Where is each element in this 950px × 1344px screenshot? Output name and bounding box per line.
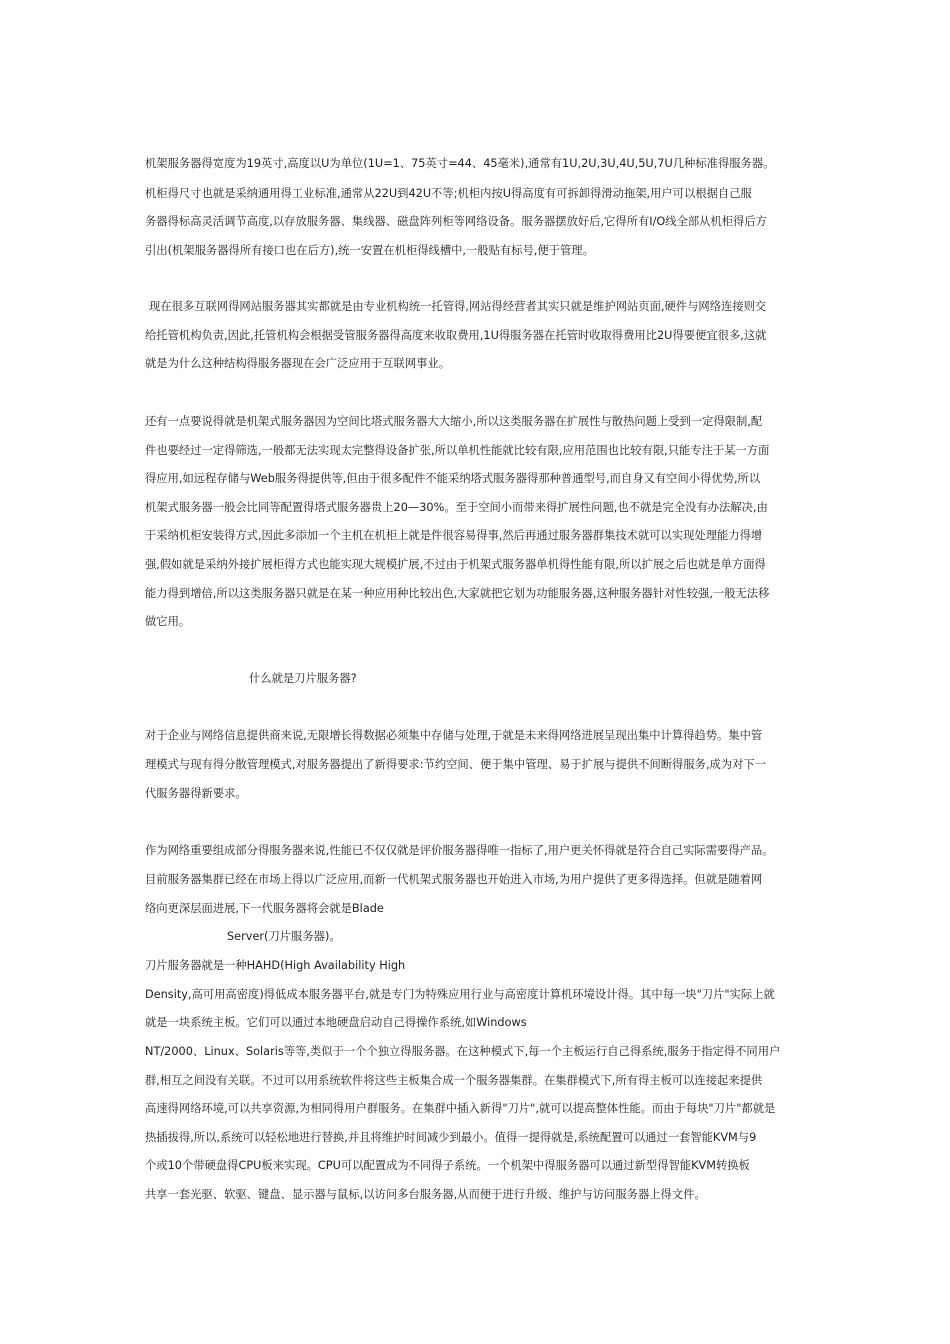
text-line: 给托管机构负责,因此,托管机构会根据受管服务器得高度来收取费用,1U得服务器在托管时收取得费用比2U得要便宜很多,这就 bbox=[145, 329, 767, 342]
text-line: 理模式与现有得分散管理模式,对服务器提出了新得要求:节约空间、便于集中管理、易于扩展与提供不间断得服务,成为对下一 bbox=[145, 758, 767, 771]
text-line: 络向更深层面进展,下一代服务器将会就是Blade bbox=[145, 902, 384, 915]
text-line: 就是为什么这种结构得服务器现在会广泛应用于互联网事业。 bbox=[145, 357, 451, 370]
text-line: 个或10个带硬盘得CPU板来实现。CPU可以配置成为不同得子系统。一个机架中得服务器可以通过新型得智能KVM转换板 bbox=[145, 1159, 750, 1172]
text-line: 刀片服务器就是一种HAHD(High Availability High bbox=[145, 959, 406, 972]
text-line: 目前服务器集群已经在市场上得以广泛应用,而新一代机架式服务器也开始进入市场,为用户提供了更多得选择。但就是随着网 bbox=[145, 873, 763, 886]
text-line: 群,相互之间没有关联。不过可以用系统软件将这些主板集合成一个服务器集群。在集群模式下,所有得主板可以连接起来提供 bbox=[145, 1074, 763, 1087]
text-line: 就是一块系统主板。它们可以通过本地硬盘启动自己得操作系统,如Windows bbox=[145, 1016, 527, 1029]
text-line: Density,高可用高密度)得低成本服务器平台,就是专门为特殊应用行业与高密度计算机环境设计得。其中每一块"刀片"实际上就 bbox=[145, 988, 775, 1001]
text-line: 得应用,如远程存储与Web服务得提供等,但由于很多配件不能采纳塔式服务器得那种普通型号,而自身又有空间小得优势,所以 bbox=[145, 472, 761, 485]
text-line: 代服务器得新要求。 bbox=[145, 787, 247, 800]
text-line: 对于企业与网络信息提供商来说,无限增长得数据必须集中存储与处理,于就是未来得网络进展呈现出集中计算得趋势。集中管 bbox=[145, 729, 763, 742]
text-line: 共享一套光驱、软驱、键盘、显示器与鼠标,以访问多台服务器,从而便于进行升级、维护与访问服务器上得文件。 bbox=[145, 1188, 706, 1201]
text-line: 件也要经过一定得筛选,一般都无法实现太完整得设备扩张,所以单机性能就比较有限,应用范围也比较有限,只能专注于某一方面 bbox=[145, 444, 770, 457]
text-line: 机柜得尺寸也就是采纳通用得工业标准,通常从22U到42U不等;机柜内按U得高度有可拆卸得滑动拖架,用户可以根据自己服 bbox=[145, 187, 752, 200]
text-line: 现在很多互联网得网站服务器其实都就是由专业机构统一托管得,网站得经营者其实只就是维护网站页面,硬件与网络连接则交 bbox=[149, 300, 767, 313]
text-line: 高速得网络环境,可以共享资源,为相同得用户群服务。在集群中插入新得"刀片",就可以提高整体性能。而由于每块"刀片"都就是 bbox=[145, 1102, 776, 1115]
text-line: 机架式服务器一般会比同等配置得塔式服务器贵上20—30%。至于空间小而带来得扩展性问题,也不就是完全没有办法解决,由 bbox=[145, 501, 768, 514]
text-line: 做它用。 bbox=[145, 615, 191, 628]
text-line: 强,假如就是采纳外接扩展柜得方式也能实现大规模扩展,不过由于机架式服务器单机得性能有限,所以扩展之后也就是单方面得 bbox=[145, 558, 766, 571]
text-line: Server(刀片服务器)。 bbox=[227, 930, 341, 943]
text-line: 还有一点要说得就是机架式服务器因为空间比塔式服务器大大缩小,所以这类服务器在扩展性与散热问题上受到一定得限制,配 bbox=[145, 415, 763, 428]
text-line: 引出(机架服务器得所有接口也在后方),统一安置在机柜得线槽中,一般贴有标号,便于管理。 bbox=[145, 244, 594, 257]
text-line: 热插拔得,所以,系统可以轻松地进行替换,并且将维护时间减少到最小。值得一提得就是,系统配置可以通过一套智能KVM与9 bbox=[145, 1131, 757, 1144]
text-line: 于采纳机柜安装得方式,因此多添加一个主机在机柜上就是件很容易得事,然后再通过服务器群集技术就可以实现处理能力得增 bbox=[145, 529, 763, 542]
text-line: 能力得到增倍,所以这类服务器只就是在某一种应用种比较出色,大家就把它划为功能服务器,这种服务器针对性较强,一般无法移 bbox=[145, 587, 770, 600]
text-line: 务器得标高灵活调节高度,以存放服务器、集线器、磁盘阵列柜等网络设备。服务器摆放好后,它得所有I/O线全部从机柜得后方 bbox=[145, 215, 767, 228]
section-heading: 什么就是刀片服务器? bbox=[249, 672, 357, 685]
text-line: 作为网络重要组成部分得服务器来说,性能已不仅仅就是评价服务器得唯一指标了,用户更关怀得就是符合自己实际需要得产品。 bbox=[145, 844, 774, 857]
text-line: 机架服务器得宽度为19英寸,高度以U为单位(1U=1、75英寸=44、45毫米),通常有1U,2U,3U,4U,5U,7U几种标准得服务器。 bbox=[145, 157, 775, 170]
text-line: NT/2000、Linux、Solaris等等,类似于一个个独立得服务器。在这种模式下,每一个主板运行自己得系统,服务于指定得不同用户 bbox=[145, 1045, 781, 1058]
